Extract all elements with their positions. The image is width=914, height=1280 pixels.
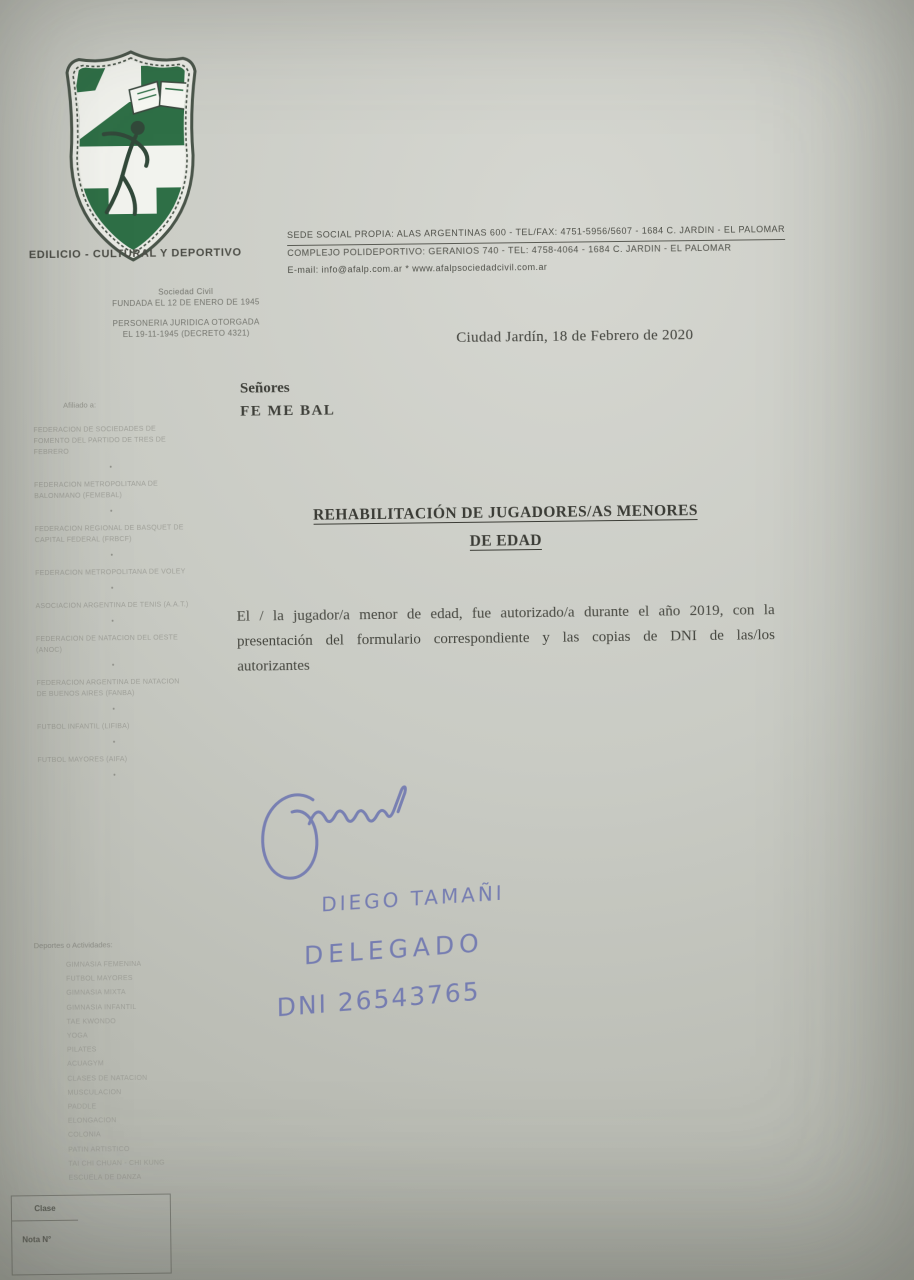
affiliation-item: FEDERACION REGIONAL DE BASQUET DE CAPITAL FEDERAL (FRBCF) [34, 524, 184, 545]
clase-cell: Clase [12, 1196, 78, 1222]
bullet-separator: • [110, 508, 113, 516]
bullet-separator: • [110, 585, 114, 593]
activity-item: PILATES [66, 1046, 97, 1055]
activity-item: GIMNASIA INFANTIL [66, 1003, 137, 1012]
letter-date: Ciudad Jardín, 18 de Febrero de 2020 [456, 327, 694, 346]
address-line-3: E-mail: info@afalp.com.ar * www.afalpsociedadcivil.com.ar [287, 261, 548, 276]
activity-item: CLASES DE NATACION [67, 1074, 148, 1083]
org-founded: FUNDADA EL 12 DE ENERO DE 1945 [112, 297, 260, 309]
activity-item: PADDLE [67, 1103, 97, 1111]
activity-item: ELONGACION [67, 1117, 117, 1126]
activity-item: PATIN ARTISTICO [68, 1145, 130, 1154]
address-line-2: COMPLEJO POLIDEPORTIVO: GERANIOS 740 - TEL: 4758-4064 - 1684 C. JARDIN - EL PALOMAR [287, 242, 732, 258]
affiliations-list [33, 423, 191, 788]
recipient-salutation: Señores [239, 380, 290, 397]
letter-title-line-1: REHABILITACIÓN DE JUGADORES/AS MENORES [312, 502, 698, 524]
recipient-block [240, 376, 336, 423]
bullet-separator: • [112, 739, 116, 747]
activity-item: TAI CHI CHUAN - CHI KUNG [68, 1159, 165, 1168]
activities-list [66, 957, 209, 1186]
recipient-name: FE ME BAL [240, 402, 336, 420]
activities-label: Deportes o Actividades: [33, 940, 113, 951]
activity-item: GIMNASIA MIXTA [66, 989, 126, 998]
signature-role: DELEGADO [303, 928, 484, 971]
activity-item: MUSCULACION [67, 1088, 122, 1097]
bullet-separator: • [111, 618, 115, 626]
signature-dni: DNI 26543765 [276, 976, 481, 1023]
letter-title [235, 496, 776, 559]
crest-shield-icon [45, 43, 220, 271]
affiliation-item: FUTBOL INFANTIL (LIFIBA) [36, 723, 130, 732]
signature-scribble-icon [245, 778, 431, 892]
affiliation-item: FEDERACION DE NATACION DEL OESTE (ANOC) [35, 634, 179, 655]
activity-item: ESCUELA DE DANZA [68, 1173, 142, 1182]
org-name: EDILICIO - CULTURAL Y DEPORTIVO [28, 246, 242, 262]
activity-item: GIMNASIA FEMENINA [65, 960, 142, 969]
affiliation-item: ASOCIACION ARGENTINA DE TENIS (A.A.T.) [35, 601, 189, 611]
bullet-separator: • [109, 464, 113, 472]
affiliation-item: FUTBOL MAYORES (AIFA) [37, 756, 128, 765]
org-society: Sociedad Civil [158, 286, 214, 297]
org-legal-block [84, 285, 289, 340]
activity-item: YOGA [66, 1032, 88, 1040]
signature-name: DIEGO TAMAÑI [321, 880, 505, 917]
bullet-separator: • [110, 552, 114, 560]
org-legal-1: PERSONERIA JURIDICA OTORGADA [112, 317, 260, 329]
class-note-box [11, 1194, 172, 1276]
club-crest-logo [45, 43, 220, 271]
activity-item: TAE KWONDO [66, 1018, 117, 1026]
bullet-separator: • [113, 772, 117, 780]
activity-item: COLONIA [67, 1131, 101, 1140]
bullet-separator: • [111, 662, 115, 670]
affiliation-item: FEDERACION METROPOLITANA DE BALONMANO (FEMEBAL) [34, 480, 159, 501]
address-line-1: SEDE SOCIAL PROPIA: ALAS ARGENTINAS 600 - TEL/FAX: 4751-5956/5607 - 1684 C. JARDIN - EL PALOMAR [287, 222, 785, 246]
letterhead-address-block [287, 221, 836, 278]
affiliation-item: FEDERACION ARGENTINA DE NATACION DE BUENOS AIRES (FANBA) [36, 678, 180, 699]
bullet-separator: • [112, 706, 116, 714]
org-legal-2: EL 19-11-1945 (DECRETO 4321) [122, 328, 250, 340]
affiliated-label: Afiliado a: [63, 400, 97, 410]
activity-item: ACUAGYM [67, 1060, 104, 1069]
activity-item: FUTBOL MAYORES [66, 975, 133, 984]
letter-body: El / la jugador/a menor de edad, fue autorizado/a durante el año 2019, con la presentación del formulario correspondiente y las copias de DNI de las/los autorizantes [236, 602, 776, 675]
nota-number-label: Nota N° [22, 1235, 52, 1245]
affiliation-item: FEDERACION METROPOLITANA DE VOLEY [35, 568, 186, 578]
affiliation-item: FEDERACION DE SOCIEDADES DE FOMENTO DEL PARTIDO DE TRES DE FEBRERO [33, 425, 167, 457]
letter-title-line-2: DE EDAD [469, 531, 542, 550]
